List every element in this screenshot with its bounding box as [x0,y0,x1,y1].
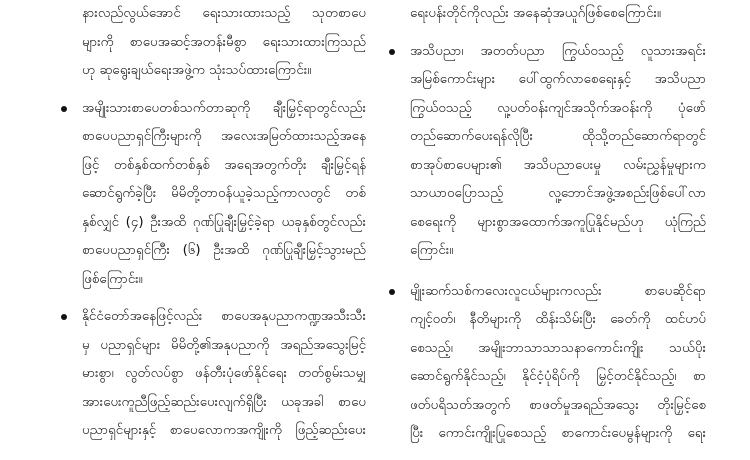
text-line: စေရေးကို များစွာအထောက်အကူပြုနိုင်မည်ဟု ယုံကြည် [410,214,706,230]
text-line: ဖြစ်ကြောင်း။ [82,271,143,287]
text-line: နှစ်လျှင် (၄) ဦးအထိ ဂုဏ်ပြုချီးမြှင့်ခဲ့ရာ ယခုနှစ်တွင်လည်း [82,214,366,230]
text-line: ဖြင့် တစ်နှစ်ထက်တစ်နှစ် အရေအတွက်တိုး ချီးမြှင့်ရန် [82,157,366,173]
left-column [44,0,366,446]
text-line: ကျင့်ဝတ်၊ နီတိများကို ထိန်းသိမ်းပြီး ခေတ်ကို ထင်ဟပ် [410,312,706,327]
text-line: ဆောင်ရွက်ခဲ့ပြီး မိမိတို့တာဝန်ယူခဲ့သည့်ကာလတွင် တစ် [82,186,366,201]
text-line: များကို စာပေအဆင့်အတန်းမီစွာ ရေးသားထားကြသည် [82,34,366,50]
text-line: ဆောင်ရွက်နိုင်သည့်၊ နိုင်ငံ့ပုံရိပ်ကို မြှင့်တင်နိုင်သည့်၊ စာ [410,369,706,384]
list-item [44,95,366,295]
text-line: စာအုပ်စာပေများ၏ အသိပညာပေးမှု လမ်းညွှန်မှုများက [410,157,706,173]
text-line: ပညာရှင်များနှင့် စာပေလောကအကျိုးကို ဖြည့်ဆည်းပေး [82,423,366,438]
text-line: စေသည့်၊ အမျိုးဘာသာသာသနာကောင်းကျိုး သယ်ပိုး [410,340,706,356]
text-line: တည်ဆောက်ပေးရန်လိုပြီး ထိုသို့တည်ဆောက်ရာတွင် [410,129,706,144]
text-line: ဟု ဆုရွေးချယ်ရေးအဖွဲ့က သုံးသပ်ထားကြောင်း။ [82,63,312,78]
text-line: အမြစ်ကောင်းများ ပေါ်ထွက်လာစေရေးနှင့် အသိပညာ [410,72,706,87]
text-line: ဖတ်ပရိသတ်အတွက် စာဖတ်မှုအရည်အသွေး တိုးမြှင့်စေ [410,397,706,413]
text-line: နားလည်လွယ်အောင် ရေးသားထားသည့် သုတစာပေ [82,6,366,21]
text-line: အသိပညာ၊ အတတ်ပညာ ကြွယ်ဝသည့် လူသားအရင်း [410,43,706,59]
list-item [44,303,366,446]
text-line: အမျိုးသားစာပေတစ်သက်တာဆုကို ချီးမြှင့်ရာတွင်လည်း [82,100,366,116]
right-column [384,0,706,449]
list-item [384,278,706,449]
text-line: ပြီး ကောင်းကျိုးပြုစေသည့် စာကောင်းပေမွန်များကို ရေး [410,426,706,441]
text-line: မားစွာ၊ လွတ်လပ်စွာ ဖန်တီးပုံဖော်နိုင်ရေး တတ်စွမ်းသမျှ [82,366,366,381]
text-line: နိုင်ငံတော်အနေဖြင့်လည်း စာပေအနုပညာကဏ္ဍအသီးသီး [82,309,366,324]
text-line: စာပေပညာရှင်ကြီးများကို အလေးအမြတ်ထားသည့်အနေ [82,129,366,144]
text-line: သာယာဝပြောသည့် လူ့ဘောင်အဖွဲ့အစည်းဖြစ်ပေါ်လာ [410,186,706,201]
text-line: အားပေးကူညီဖြည့်ဆည်းပေးလျက်ရှိပြီး ယခုအခါ စာပေ [82,394,366,410]
text-line: ရေးပန်းတိုင်ကိုလည်း အနေဆုံအယူဂ်ဖြစ်စေကြောင်း။ [410,6,661,21]
text-line: စာပေပညာရှင်ကြီး (၆) ဦးအထိ ဂုဏ်ပြုချီးမြှင့်သွားမည် [82,243,366,258]
text-line: ကြောင်း။ [410,243,454,258]
list-item [384,38,706,266]
text-line: မှ ပညာရှင်များ မိမိတို့၏အနုပညာကို အရည်အသွေးမြင့် [82,337,366,353]
text-line: မျိုးဆက်သစ်ကလေးလူငယ်များကလည်း စာပေဆိုင်ရာ [410,283,706,299]
text-line: ကြွယ်ဝသည့် လူ့ပတ်ဝန်းကျင်အသိုက်အဝန်းကို ပုံဖော် [410,100,706,116]
